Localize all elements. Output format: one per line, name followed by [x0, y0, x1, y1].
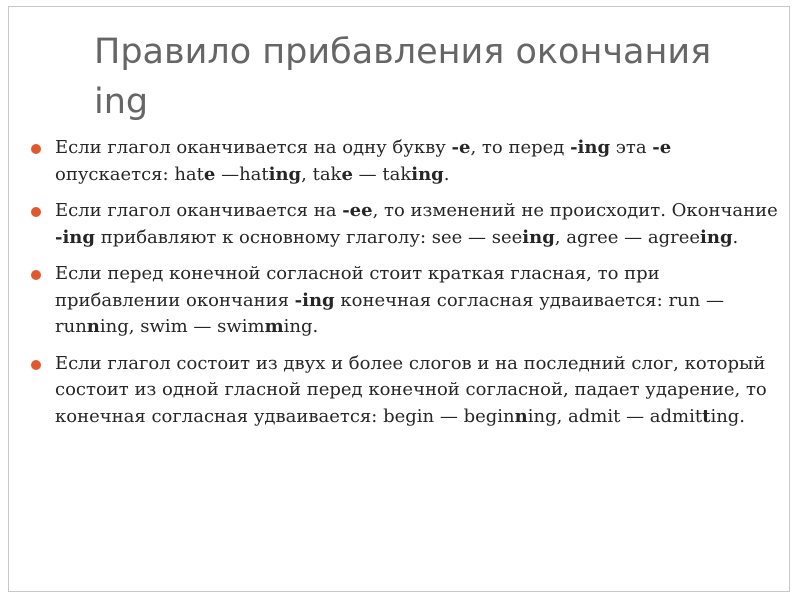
- text-fragment: .: [732, 226, 739, 248]
- bullet-icon: [31, 270, 41, 280]
- bold-fragment: ing: [411, 163, 444, 185]
- text-fragment: ing.: [283, 316, 319, 337]
- bullet-item: [31, 135, 779, 188]
- bold-fragment: ing: [522, 226, 555, 248]
- bold-fragment: -ing: [55, 226, 95, 248]
- text-fragment: Если глагол оканчивается на одну букву: [55, 137, 452, 158]
- bold-fragment: m: [264, 316, 284, 337]
- text-fragment: — tak: [352, 163, 412, 185]
- bullet-text: [55, 137, 671, 185]
- text-fragment: ing.: [710, 405, 746, 427]
- text-fragment: ing, admit — admit: [527, 405, 703, 427]
- bold-fragment: e: [341, 163, 353, 185]
- text-fragment: эта: [610, 137, 653, 158]
- text-fragment: опускается: hat: [55, 163, 204, 185]
- bullet-item: [31, 261, 779, 341]
- bold-fragment: -ing: [294, 289, 335, 311]
- slide: [8, 6, 790, 592]
- bold-fragment: n: [514, 405, 528, 427]
- text-fragment: , то изменений не происходит. Окончание: [372, 200, 778, 221]
- text-fragment: , то перед: [470, 137, 571, 158]
- bullet-text: [55, 263, 724, 337]
- text-fragment: —hat: [215, 163, 269, 185]
- bold-fragment: -е: [451, 137, 471, 158]
- bold-fragment: e: [203, 163, 216, 185]
- bold-fragment: ing: [700, 226, 733, 248]
- bold-fragment: -е: [652, 137, 672, 158]
- text-fragment: конечная согласная удваивается: run — run: [55, 289, 724, 337]
- bold-fragment: t: [702, 405, 711, 427]
- slide-title: Правило прибавления окончания ing: [94, 32, 712, 122]
- text-fragment: прибавляют к основному глаголу: see — see: [94, 226, 523, 248]
- bullet-item: [31, 351, 779, 431]
- text-fragment: Если перед конечной согласной стоит краткая гласная, то при прибавлении окончания: [55, 263, 660, 311]
- bullet-icon: [31, 207, 41, 217]
- bullet-text: [55, 353, 767, 427]
- text-fragment: Если глагол состоит из двух и более слогов и на последний слог, который состоит из одной гласной перед конечной согласной, падает ударение, то конечная согласная удваивается: begin — begin: [55, 352, 767, 427]
- bullet-list: [31, 135, 779, 430]
- bullet-icon: [31, 360, 41, 370]
- text-fragment: Если глагол оканчивается на: [55, 200, 343, 221]
- bullet-text: [55, 200, 778, 248]
- text-fragment: , agree — agree: [554, 226, 701, 248]
- text-fragment: ing, swim — swim: [99, 316, 265, 337]
- text-fragment: , tak: [301, 163, 342, 185]
- bullet-item: [31, 198, 779, 251]
- text-fragment: .: [443, 163, 450, 185]
- bold-fragment: -ing: [570, 137, 611, 158]
- bold-fragment: -ee: [342, 200, 373, 221]
- bold-fragment: n: [86, 316, 100, 337]
- bold-fragment: ing: [268, 163, 302, 185]
- bullet-icon: [31, 144, 41, 154]
